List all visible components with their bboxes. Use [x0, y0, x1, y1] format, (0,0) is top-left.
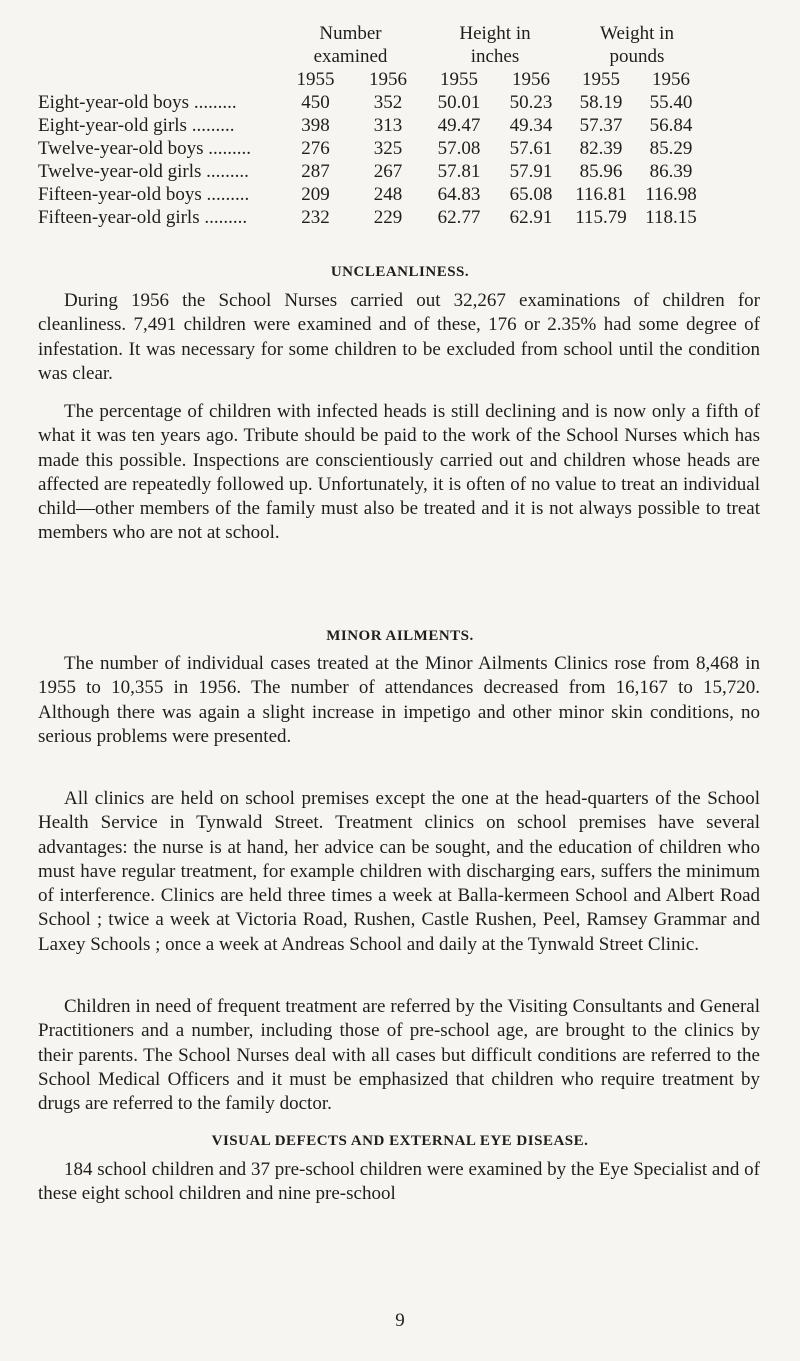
cell-number-1955: 287	[301, 161, 330, 182]
year-header: 1955	[296, 69, 335, 90]
year-header: 1956	[369, 69, 407, 90]
cell-height-1955: 49.47	[437, 115, 481, 136]
row-label: Twelve-year-old boys .....	[38, 137, 278, 160]
cell-weight-1955: 58.19	[579, 92, 623, 113]
header-height: Height in	[459, 23, 531, 44]
cell-number-1955: 232	[301, 207, 330, 228]
cell-height-1955: 64.83	[437, 184, 481, 205]
row-label: Eight-year-old girls .....	[38, 114, 278, 137]
table-row	[38, 206, 707, 229]
table-row	[38, 160, 707, 183]
paragraph-uncleanliness-2: The percentage of children with infected heads is still declining and is now only a fifth of what it was ten years ago. Tribute should be paid to the work of the School Nurses which has made this possible. Inspections are conscientiously carried out and children whose heads are affected are repeatedly followed up. Unfortunately, it is often of no value to treat an individual child—other members of the family must also be treated and it is not always possible to treat members who are not at school.	[38, 401, 760, 544]
cell-weight-1955: 115.79	[575, 207, 627, 228]
year-header: 1955	[582, 69, 620, 90]
cell-number-1956: 248	[373, 184, 403, 205]
cell-height-1956: 49.34	[509, 115, 553, 136]
cell-weight-1956: 55.40	[649, 92, 693, 113]
heading-uncleanliness: UNCLEANLINESS.	[330, 264, 470, 280]
heading-visual-defects: VISUAL DEFECTS AND EXTERNAL EYE DISEASE.	[211, 1133, 589, 1149]
cell-number-1955: 276	[301, 138, 330, 159]
row-label: Fifteen-year-old boys .....	[38, 183, 278, 206]
table-group-subheader-row	[38, 45, 707, 68]
year-header: 1956	[652, 69, 690, 90]
header-number-sub: examined	[313, 46, 388, 67]
cell-weight-1955: 116.81	[575, 184, 627, 205]
cell-weight-1955: 57.37	[579, 115, 623, 136]
page-number: 9	[395, 1310, 405, 1331]
row-label: Twelve-year-old girls .....	[38, 160, 278, 183]
cell-number-1956: 267	[373, 161, 403, 182]
measurements-table	[38, 22, 707, 229]
cell-number-1956: 352	[373, 92, 403, 113]
row-label: Fifteen-year-old girls .....	[38, 206, 278, 229]
paragraph-minor-3: Children in need of frequent treatment are referred by the Visiting Consultants and General Practitioners and a number, including those of pre-school age, are brought to the clinics by their parents. The School Nurses deal with all cases but difficult conditions are referred to the School Medical Officers and it must be emphasized that children who require treatment by drugs are referred to the family doctor.	[38, 996, 760, 1115]
table-group-header-row	[38, 22, 707, 45]
header-height-sub: inches	[470, 46, 520, 67]
cell-height-1955: 50.01	[437, 92, 481, 113]
cell-weight-1956: 116.98	[645, 184, 697, 205]
cell-weight-1956: 56.84	[649, 115, 693, 136]
paragraph-minor-1: The number of individual cases treated at the Minor Ailments Clinics rose from 8,468 in 1955 to 10,355 in 1956. The number of attendances decreased from 16,167 to 15,720. Although there was again a slight increase in impetigo and other minor skin conditions, no serious problems were presented.	[38, 653, 760, 747]
cell-number-1955: 209	[301, 184, 330, 205]
table-row	[38, 91, 707, 114]
table-year-row	[38, 68, 707, 91]
cell-weight-1956: 86.39	[649, 161, 693, 182]
cell-height-1956: 62.91	[509, 207, 553, 228]
cell-weight-1956: 118.15	[645, 207, 697, 228]
cell-height-1956: 57.91	[509, 161, 553, 182]
header-weight: Weight in	[600, 23, 674, 44]
cell-number-1956: 229	[373, 207, 403, 228]
table-row	[38, 183, 707, 206]
cell-number-1956: 325	[373, 138, 403, 159]
cell-height-1955: 57.81	[437, 161, 481, 182]
paragraph-minor-2: All clinics are held on school premises except the one at the head-quarters of the School Health Service in Tynwald Street. Treatment clinics on school premises have several advantages: the nurse is at hand, her advice can be sought, and the education of children who must have regular treatment, for example children with discharging ears, suffers the minimum of interference. Clinics are held three times a week at Balla-kermeen School and Albert Road School ; twice a week at Victoria Road, Rushen, Castle Rushen, Peel, Ramsey Grammar and Laxey Schools ; once a week at Andreas School and daily at the Tynwald Street Clinic.	[38, 788, 760, 955]
cell-number-1956: 313	[373, 115, 403, 136]
header-number: Number	[319, 23, 382, 44]
heading-minor-ailments: MINOR AILMENTS.	[326, 628, 474, 644]
cell-weight-1956: 85.29	[649, 138, 693, 159]
cell-weight-1955: 85.96	[579, 161, 623, 182]
cell-height-1956: 57.61	[509, 138, 553, 159]
paragraph-uncleanliness-1: During 1956 the School Nurses carried out 32,267 examinations of children for cleanliness. 7,491 children were examined and of these, 176 or 2.35% had some degree of infestation. It was necessary for some children to be excluded from school until the condition was clear.	[38, 290, 760, 384]
row-label: Eight-year-old boys .....	[38, 91, 278, 114]
cell-height-1956: 50.23	[509, 92, 553, 113]
paragraph-visual-1: 184 school children and 37 pre-school children were examined by the Eye Specialist and of these eight school children and nine pre-school	[38, 1159, 760, 1205]
year-header: 1956	[512, 69, 550, 90]
cell-weight-1955: 82.39	[579, 138, 623, 159]
cell-number-1955: 398	[301, 115, 330, 136]
cell-number-1955: 450	[301, 92, 330, 113]
cell-height-1956: 65.08	[509, 184, 553, 205]
cell-height-1955: 62.77	[437, 207, 481, 228]
cell-height-1955: 57.08	[437, 138, 481, 159]
header-weight-sub: pounds	[609, 46, 665, 67]
year-header: 1955	[440, 69, 478, 90]
table-row	[38, 114, 707, 137]
table-row	[38, 137, 707, 160]
